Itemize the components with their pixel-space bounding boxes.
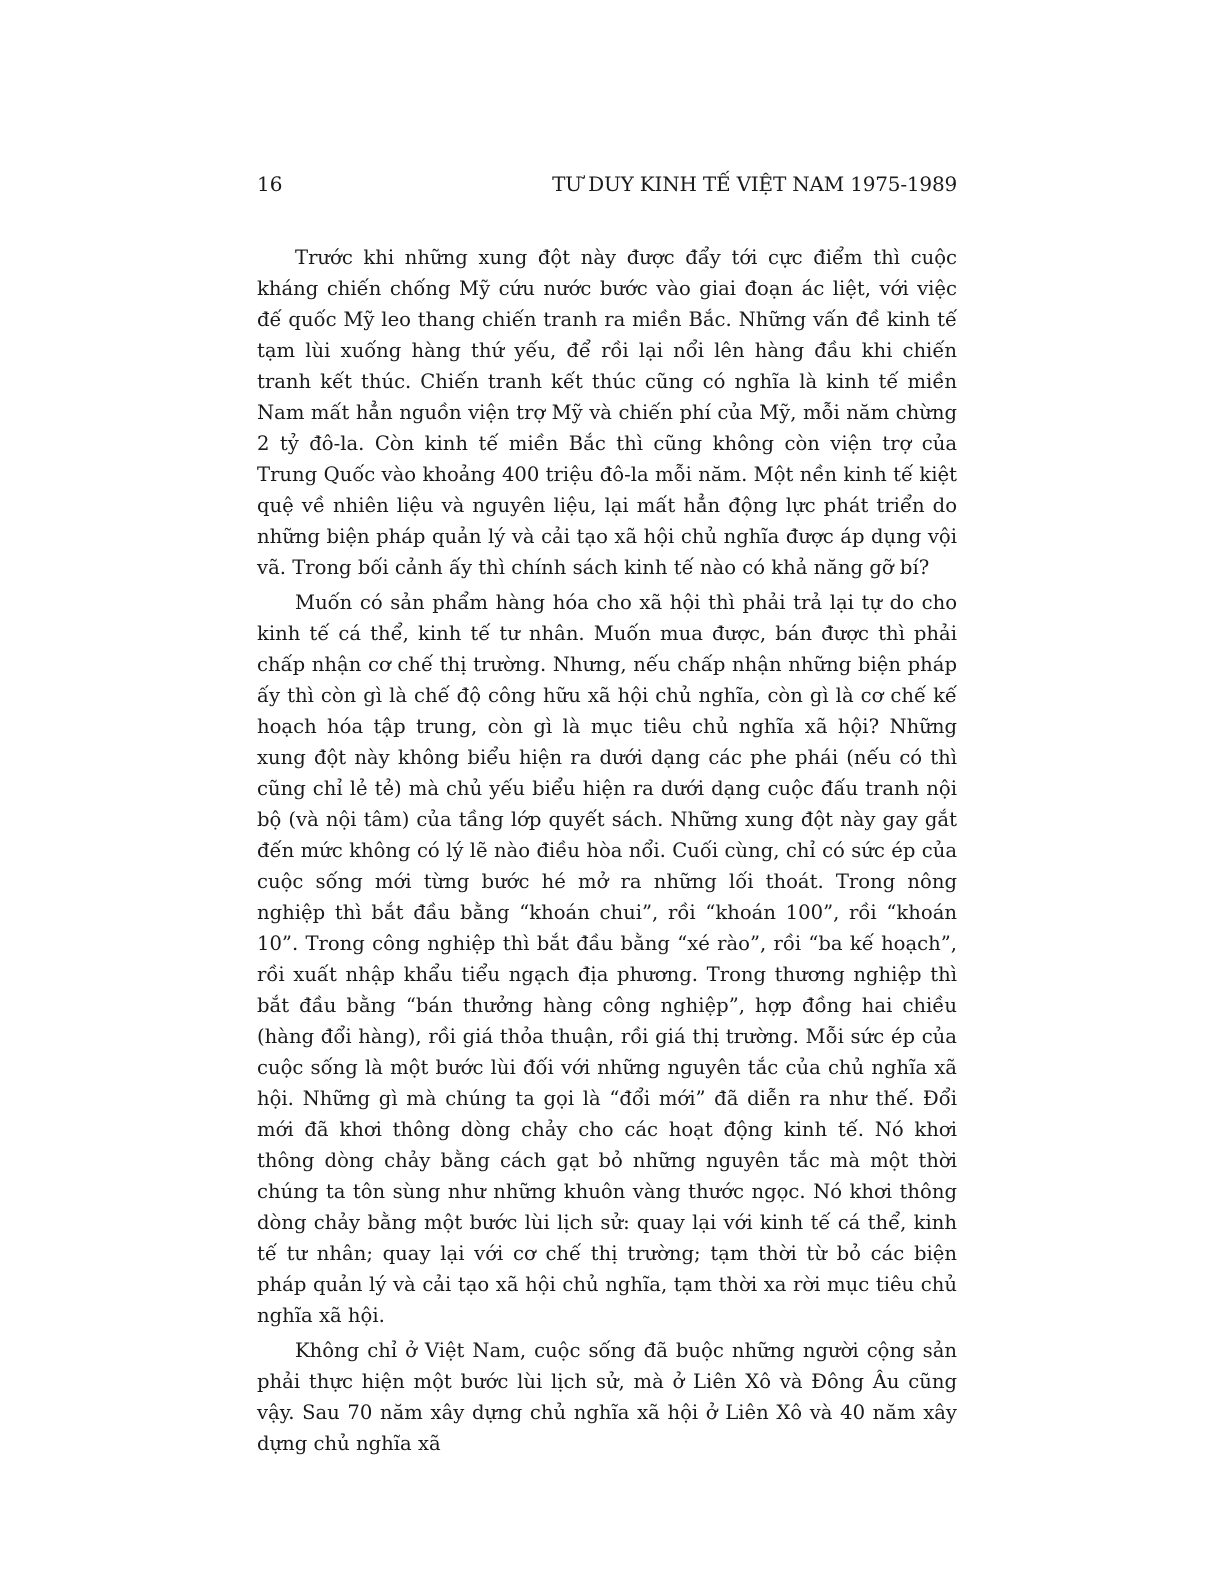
- page-number: 16: [257, 172, 283, 196]
- running-title: TƯ DUY KINH TẾ VIỆT NAM 1975-1989: [552, 172, 957, 196]
- paragraph-1: Trước khi những xung đột này được đẩy tới cực điểm thì cuộc kháng chiến chống Mỹ cứu nước bước vào giai đoạn ác liệt, với việc đế quốc Mỹ leo thang chiến tranh ra miền Bắc. Những vấn đề kinh tế tạm lùi xuống hàng thứ yếu, để rồi lại nổi lên hàng đầu khi chiến tranh kết thúc. Chiến tranh kết thúc cũng có nghĩa là kinh tế miền Nam mất hẳn nguồn viện trợ Mỹ và chiến phí của Mỹ, mỗi năm chừng 2 tỷ đô-la. Còn kinh tế miền Bắc thì cũng không còn viện trợ của Trung Quốc vào khoảng 400 triệu đô-la mỗi năm. Một nền kinh tế kiệt quệ về nhiên liệu và nguyên liệu, lại mất hẳn động lực phát triển do những biện pháp quản lý và cải tạo xã hội chủ nghĩa được áp dụng vội vã. Trong bối cảnh ấy thì chính sách kinh tế nào có khả năng gỡ bí?: [257, 246, 957, 579]
- paragraph-3: Không chỉ ở Việt Nam, cuộc sống đã buộc những người cộng sản phải thực hiện một bước lùi lịch sử, mà ở Liên Xô và Đông Âu cũng vậy. Sau 70 năm xây dựng chủ nghĩa xã hội ở Liên Xô và 40 năm xây dựng chủ nghĩa xã: [257, 1339, 957, 1455]
- paragraph-2: Muốn có sản phẩm hàng hóa cho xã hội thì phải trả lại tự do cho kinh tế cá thể, kinh tế tư nhân. Muốn mua được, bán được thì phải chấp nhận cơ chế thị trường. Nhưng, nếu chấp nhận những biện pháp ấy thì còn gì là chế độ công hữu xã hội chủ nghĩa, còn gì là cơ chế kế hoạch hóa tập trung, còn gì là mục tiêu chủ nghĩa xã hội? Những xung đột này không biểu hiện ra dưới dạng các phe phái (nếu có thì cũng chỉ lẻ tẻ) mà chủ yếu biểu hiện ra dưới dạng cuộc đấu tranh nội bộ (và nội tâm) của tầng lớp quyết sách. Những xung đột này gay gắt đến mức không có lý lẽ nào điều hòa nổi. Cuối cùng, chỉ có sức ép của cuộc sống mới từng bước hé mở ra những lối thoát. Trong nông nghiệp thì bắt đầu bằng “khoán chui”, rồi “khoán 100”, rồi “khoán 10”. Trong công nghiệp thì bắt đầu bằng “xé rào”, rồi “ba kế hoạch”, rồi xuất nhập khẩu tiểu ngạch địa phương. Trong thương nghiệp thì bắt đầu bằng “bán thưởng hàng công nghiệp”, hợp đồng hai chiều (hàng đổi hàng), rồi giá thỏa thuận, rồi giá thị trường. Mỗi sức ép của cuộc sống là một bước lùi đối với những nguyên tắc của chủ nghĩa xã hội. Những gì mà chúng ta gọi là “đổi mới” đã diễn ra như thế. Đổi mới đã khơi thông dòng chảy cho các hoạt động kinh tế. Nó khơi thông dòng chảy bằng cách gạt bỏ những nguyên tắc mà một thời chúng ta tôn sùng như những khuôn vàng thước ngọc. Nó khơi thông dòng chảy bằng một bước lùi lịch sử: quay lại với kinh tế cá thể, kinh tế tư nhân; quay lại với cơ chế thị trường; tạm thời từ bỏ các biện pháp quản lý và cải tạo xã hội chủ nghĩa, tạm thời xa rời mục tiêu chủ nghĩa xã hội.: [257, 591, 957, 1327]
- body-text: [257, 242, 957, 1463]
- page-header: [257, 170, 957, 198]
